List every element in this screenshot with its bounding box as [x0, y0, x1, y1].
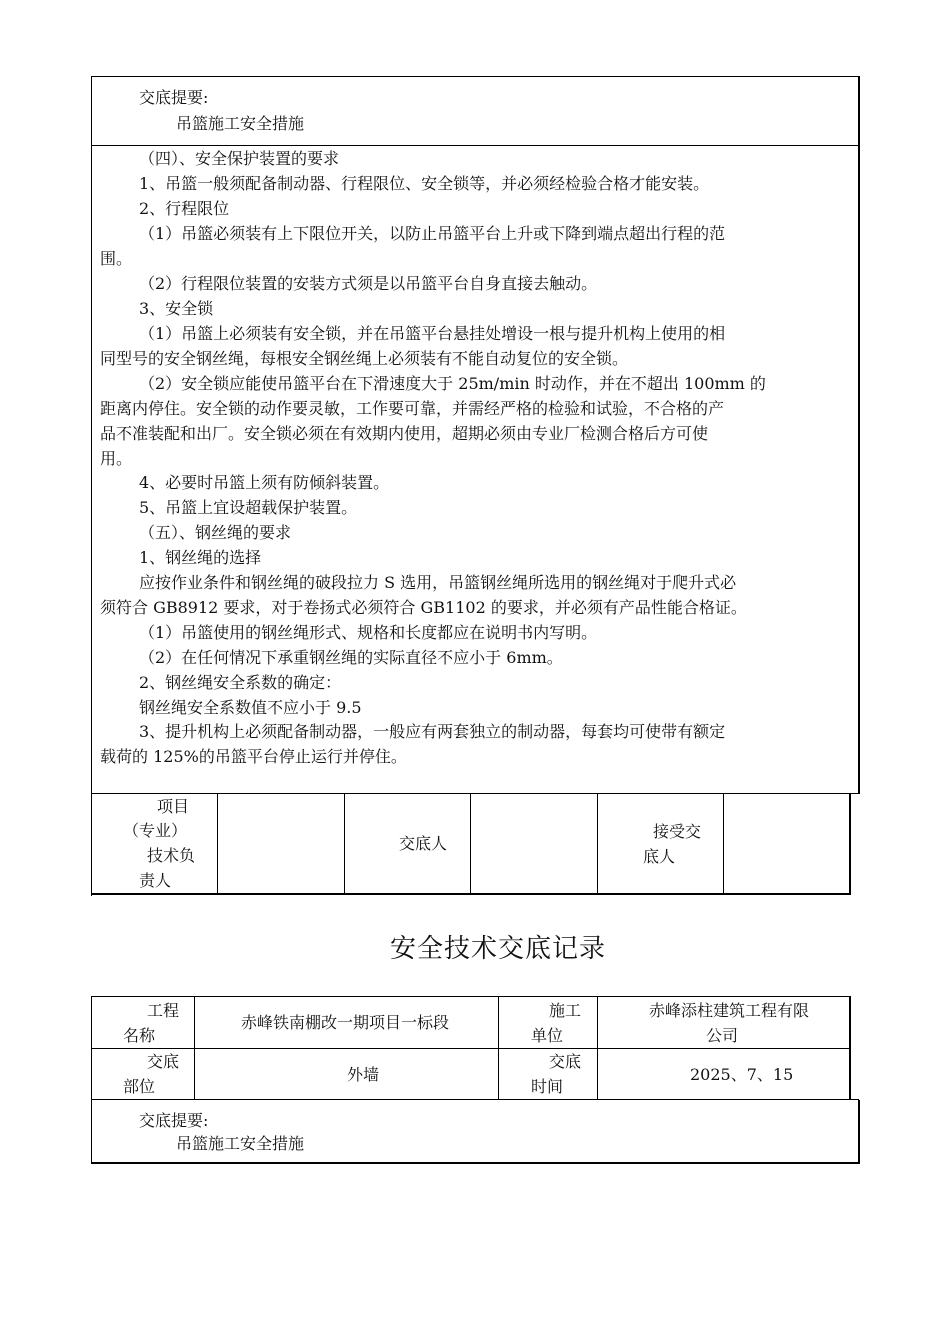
tech-lead-label-line1: 项目	[157, 797, 190, 816]
content-bottom-divider	[91, 793, 859, 794]
paragraph-line: 2、行程限位	[139, 199, 230, 218]
paragraph-line: 载荷的 125%的吊篮平台停止运行并停住。	[100, 747, 407, 766]
paragraph-line: （1）吊篮必须装有上下限位开关，以防止吊篮平台上升或下降到端点超出行程的范	[139, 224, 726, 243]
paragraph-line: 3、安全锁	[139, 299, 214, 318]
construction-unit-label-line1: 施工	[549, 1001, 582, 1020]
header-summary-value: 吊篮施工安全措施	[176, 1134, 305, 1153]
top-table-top-border	[91, 76, 859, 77]
header-row-divider	[91, 1048, 851, 1049]
paragraph-line: 5、吊篮上宜设超载保护装置。	[139, 498, 358, 517]
header-bottom-border	[91, 1162, 860, 1164]
location-value: 外墙	[347, 1065, 380, 1084]
project-name-label-line1: 工程	[147, 1001, 180, 1020]
sig-divider	[723, 794, 724, 894]
paragraph-line: 2、钢丝绳安全系数的确定：	[139, 673, 342, 692]
tech-lead-label-line3: 技术负	[147, 846, 196, 865]
summary-divider	[91, 145, 859, 146]
paragraph-line: （1）吊篮使用的钢丝绳形式、规格和长度都应在说明书内写明。	[139, 623, 598, 642]
project-name-label-line2: 名称	[123, 1026, 156, 1045]
location-label-line1: 交底	[147, 1052, 180, 1071]
document-title: 安全技术交底记录	[390, 934, 607, 964]
top-table-bottom-border	[91, 893, 851, 895]
discloser-label: 交底人	[399, 834, 448, 853]
header-col-divider	[597, 996, 598, 1100]
top-table-right-border	[858, 76, 860, 794]
sig-divider	[344, 794, 345, 894]
construction-unit-label-line2: 单位	[531, 1026, 564, 1045]
paragraph-line: 距离内停住。安全锁的动作要灵敏，工作要可靠，并需经严格的检验和试验，不合格的产	[100, 399, 725, 418]
paragraph-line: （四）、安全保护装置的要求	[139, 149, 340, 168]
tech-lead-label-line2: （专业）	[123, 821, 188, 840]
summary-value: 吊篮施工安全措施	[176, 114, 305, 133]
project-name-value: 赤峰铁南棚改一期项目一标段	[241, 1013, 450, 1032]
tech-lead-label-line4: 责人	[139, 871, 172, 890]
time-label-line2: 时间	[531, 1077, 564, 1096]
summary-right-border	[858, 1100, 860, 1164]
paragraph-line: 1、吊篮一般须配备制动器、行程限位、安全锁等，并必须经检验合格才能安装。	[139, 174, 710, 193]
header-col-divider	[498, 996, 499, 1100]
receiver-label-line1: 接受交	[653, 822, 702, 841]
paragraph-line: 钢丝绳安全系数值不应小于 9.5	[139, 698, 362, 717]
signature-right-border	[849, 794, 851, 895]
paragraph-line: 围。	[100, 249, 133, 268]
location-label-line2: 部位	[123, 1077, 156, 1096]
sig-divider	[217, 794, 218, 894]
header-left-border	[91, 996, 92, 1164]
summary-label: 交底提要:	[139, 88, 209, 107]
paragraph-line: 应按作业条件和钢丝绳的破段拉力 S 选用，吊篮钢丝绳所选用的钢丝绳对于爬升式必	[139, 573, 737, 592]
paragraph-line: 3、提升机构上必须配备制动器，一般应有两套独立的制动器，每套均可使带有额定	[139, 722, 726, 741]
paragraph-line: （1）吊篮上必须装有安全锁，并在吊篮平台悬挂处增设一根与提升机构上使用的相	[139, 324, 726, 343]
paragraph-line: （2）安全锁应能使吊篮平台在下滑速度大于 25m/min 时动作，并在不超出 100mm 的	[139, 374, 766, 393]
paragraph-line: 用。	[100, 449, 133, 468]
paragraph-line: 4、必要时吊篮上须有防倾斜装置。	[139, 473, 390, 492]
paragraph-line: 同型号的安全钢丝绳，每根安全钢丝绳上必须装有不能自动复位的安全锁。	[100, 349, 629, 368]
sig-divider	[470, 794, 471, 894]
paragraph-line: （五）、钢丝绳的要求	[139, 523, 292, 542]
sig-divider	[597, 794, 598, 894]
header-top-border	[91, 996, 851, 997]
header-summary-label: 交底提要:	[139, 1111, 209, 1130]
construction-unit-value-line1: 赤峰添柱建筑工程有限	[649, 1001, 810, 1020]
receiver-label-line2: 底人	[643, 847, 676, 866]
header-summary-divider	[91, 1099, 859, 1100]
paragraph-line: 1、钢丝绳的选择	[139, 548, 262, 567]
time-label-line1: 交底	[549, 1052, 582, 1071]
header-col-divider	[194, 996, 195, 1100]
paragraph-line: （2）在任何情况下承重钢丝绳的实际直径不应小于 6mm。	[139, 648, 563, 667]
paragraph-line: 品不准装配和出厂。安全锁必须在有效期内使用，超期必须由专业厂检测合格后方可使	[100, 424, 709, 443]
construction-unit-value-line2: 公司	[706, 1026, 739, 1045]
paragraph-line: （2）行程限位装置的安装方式须是以吊篮平台自身直接去触动。	[139, 274, 598, 293]
top-table-left-border	[91, 76, 92, 896]
paragraph-line: 须符合 GB8912 要求，对于卷扬式必须符合 GB1102 的要求，并必须有产品性能合格证。	[100, 598, 747, 617]
time-value: 2025、7、15	[690, 1065, 794, 1084]
